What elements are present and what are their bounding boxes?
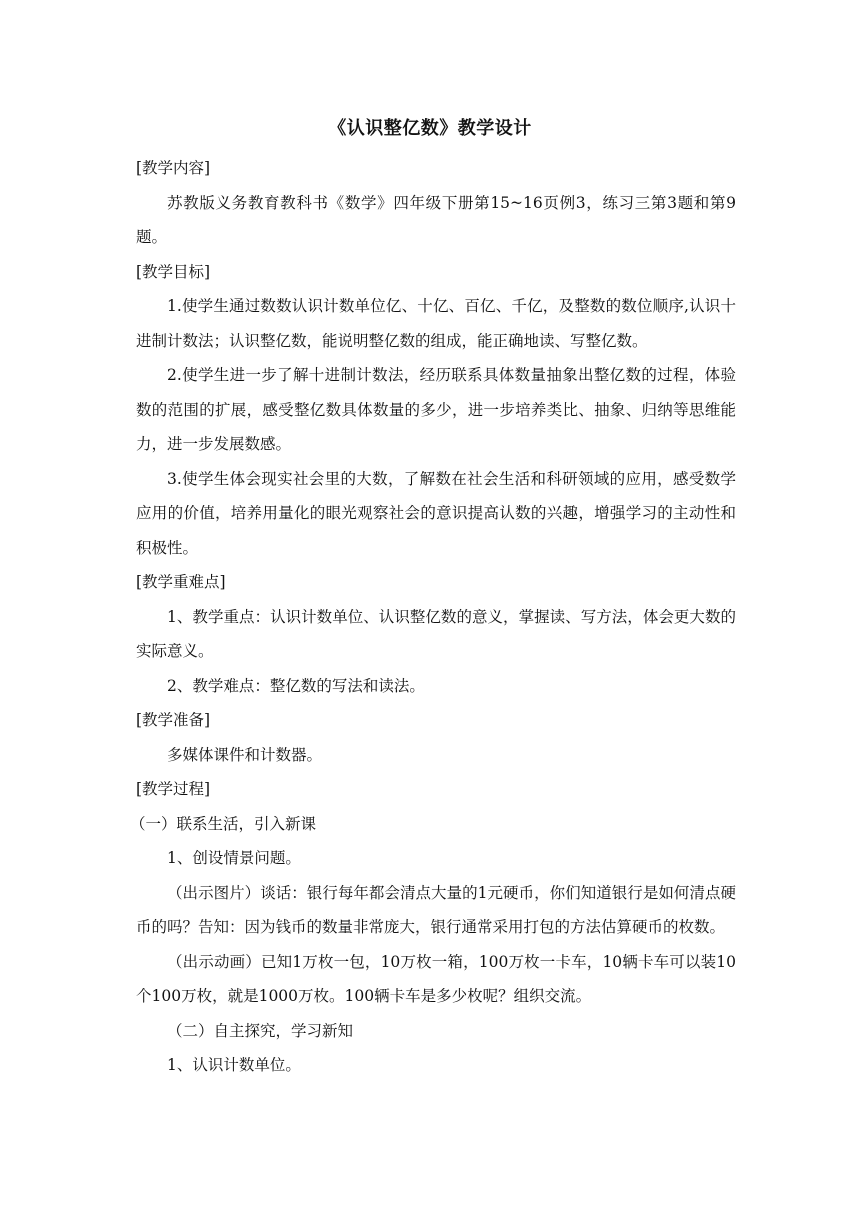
paragraph-objective-3: 3.使学生体会现实社会里的大数，了解数在社会生活和科研领域的应用，感受数学应用的价值，培养用量化的眼光观察社会的意识提高认数的兴趣，增强学习的主动性和积极性。 [136, 469, 736, 557]
section-heading-content: [教学内容] [136, 159, 211, 177]
paragraph-key-point: 1、教学重点：认识计数单位、认识整亿数的意义，掌握读、写方法，体会更大数的实际意义。 [136, 607, 736, 660]
paragraph-show-animation: （出示动画）已知1万枚一包，10万枚一箱，100万枚一卡车，10辆卡车可以装10个100万枚，就是1000万枚。100辆卡车是多少枚呢？组织交流。 [136, 952, 736, 1005]
section-heading-objectives: [教学目标] [136, 262, 211, 281]
paragraph-step-counting-units: 1、认识计数单位。 [167, 1056, 301, 1074]
paragraph-content-text: 苏教版义务教育教科书《数学》四年级下册第15~16页例3，练习三第3题和第9题。 [136, 193, 736, 246]
paragraph-objective-1: 1.使学生通过数数认识计数单位亿、十亿、百亿、千亿，及整数的数位顺序,认识十进制计数法；认识整亿数，能说明整亿数的组成，能正确地读、写整亿数。 [136, 297, 736, 350]
document-title: 《认识整亿数》教学设计 [328, 118, 532, 139]
section-heading-preparation: [教学准备] [136, 711, 211, 729]
document-body [130, 151, 736, 1083]
subsection-heading-1: （一）联系生活，引入新课 [130, 814, 317, 833]
paragraph-preparation: 多媒体课件和计数器。 [167, 745, 323, 764]
paragraph-difficult-point: 2、教学难点：整亿数的写法和读法。 [167, 676, 425, 695]
paragraph-show-picture: （出示图片）谈话：银行每年都会清点大量的1元硬币，你们知道银行是如何清点硬币的吗？告知：因为钱币的数量非常庞大，银行通常采用打包的方法估算硬币的枚数。 [136, 883, 736, 936]
section-heading-key-points: [教学重难点] [136, 573, 226, 591]
subsection-heading-2: （二）自主探究，学习新知 [167, 1021, 354, 1040]
section-heading-process: [教学过程] [136, 780, 211, 798]
paragraph-objective-2: 2.使学生进一步了解十进制计数法，经历联系具体数量抽象出整亿数的过程，体验数的范围的扩展，感受整亿数具体数量的多少，进一步培养类比、抽象、归纳等思维能力，进一步发展数感。 [136, 366, 736, 453]
paragraph-step-1: 1、创设情景问题。 [167, 849, 301, 867]
